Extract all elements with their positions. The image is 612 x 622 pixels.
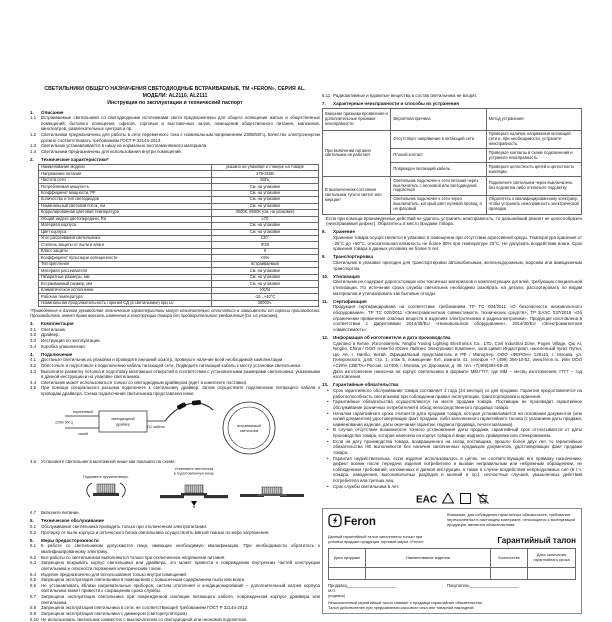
description-item: [30, 115, 320, 132]
item-number: 6.8: [30, 605, 37, 611]
storage-text: Хранение товара осуществляется в упаковке в помещении при отсутствии агрессивной среды. Температура хранения от -25°С до +50°С, относительная влажность не более 80% при температуре 25°С. Не допускать воздействия влаги. Срок хранения товара в данных условиях не более 5 лет.: [333, 234, 582, 252]
fault-fix: Проверьте наличие напряжения питающей сети и, при необходимости, устраните неисправность.: [486, 130, 581, 149]
item-text: К работе со светильником допускаются лица, имеющие необходимую квалификацию. При необходимости обратитесь к квалифицированному электрику.: [41, 543, 320, 555]
section-faults-heading: [322, 101, 582, 107]
spec-value: указано на упаковке и стикере на товаре: [211, 164, 319, 170]
guarantee-item: [327, 456, 582, 484]
mains-label: 220В 50Гц: [55, 420, 73, 425]
maker-text: Сделано в Китае. Изготовитель: Ningbo Yusing Lighting Electronics Co., LTD, Civil Industrial Zone, Pugen Village, Qiu Ai, Ningbo, China / ООО «Нингбо Юсинг Лайтинг Электроникс Компани», зона Цивил Индастриал, населенный пункт Пуген, Цю Ай, г. Нинбо, Китай. Официальный представитель в РФ / Импортер: ООО «ФЕРОН» 129110, г. Москва, ул. Гиляровского, д.65, стр. 1, этаж 5, помещение XVI, комната 41, телефон +7 (499) 394-10-52, www.feron.ru. Или ООО «СИЛА СВЕТА» Россия, 117405, г. Москва, ул. Дорожная, д. 48, тел. +7(499)394-69-26: [333, 340, 582, 369]
item-number: 4.1: [30, 357, 37, 363]
section-label: Комплектация: [41, 321, 74, 327]
description-item: [30, 149, 320, 155]
item-number: 6.1: [30, 543, 37, 549]
warranty-col-product: Наименование изделия: [365, 549, 491, 568]
item-text: В случае отсутствия возможности точного установления даты продажи, гарантийный срок отсчитывается от даты производства товара, которая нанесена на корпус товара в виде надписи, гравировки или стикерованием.: [333, 427, 582, 439]
item-text: Если на дату производства товара, возвращенного на склад поставщика, прошло более двух лет, то гарантийные обязательства НЕ выполняются без наличия заполненных продавцом документов, удостоверяющих факт продажи товара.: [333, 438, 582, 455]
spec-value: 30000ч.: [211, 300, 319, 306]
spec-value: IP20: [211, 242, 319, 248]
manufacture-date-note: Дата изготовления нанесена на корпус светильника в формате ММ.ГГГГ, где ММ – месяц изготовления, ГГГГ – год изготовления.: [333, 368, 582, 380]
spec-value: См. на упаковке: [211, 184, 319, 190]
kit-item: [30, 344, 320, 350]
description-item: [30, 132, 320, 143]
ceiling-left: [160, 495, 184, 498]
spec-label: Класс защиты: [39, 248, 212, 254]
item-text: Не использовать светильник совместно с выключателем со светодиодной или неоновой подсветкой.: [41, 616, 248, 622]
warranty-card-title: Гарантийный талон: [497, 536, 576, 546]
doc-title: СВЕТИЛЬНИКИ ОБЩЕГО НАЗНАЧЕНИЯ СВЕТОДИОДНЫЕ ВСТРАИВАЕМЫЕ, ТМ «FERON», СЕРИЯ AL.: [44, 86, 306, 92]
faults-row: [323, 177, 582, 196]
spec-label: Количество и тип светодиодов: [39, 197, 212, 203]
warranty-cell-qty[interactable]: [491, 568, 528, 580]
connect-list: [30, 357, 320, 396]
item-text: Все работы со светильником выполняются только при отключенном напряжении питания.: [41, 554, 226, 560]
power-on-note: [30, 510, 320, 516]
driver-label-1: светодиодный: [111, 416, 135, 421]
luminaire-trim: [181, 493, 207, 496]
warranty-col-date: Дата продажи: [329, 549, 366, 568]
section-number: 5.: [30, 518, 34, 524]
item-number: 4.2: [30, 362, 37, 368]
spec-value: -10...+40°С: [211, 294, 319, 300]
item-text: Обслуживание светильника проводить только при отключенном электропитании.: [41, 524, 208, 530]
guarantee-item: [327, 411, 582, 428]
item-text: Драйвер.: [41, 332, 60, 338]
description-list: [30, 115, 320, 154]
spec-label: Номинальная продолжительность горения СД (в светильнике) при Lu: [39, 300, 212, 306]
section-number: 12.: [322, 334, 329, 340]
guarantee-item: [327, 388, 582, 399]
spec-label: Габаритные размеры, мм: [39, 274, 212, 280]
connector-plug: [177, 402, 187, 410]
fault-sign: В выключенном состоянии светильник тускло светит или мерцает: [323, 177, 391, 214]
item-number: 1.1: [30, 115, 37, 121]
push-up-arrow: [191, 501, 197, 506]
item-text: Светильник устанавливается в нишу из нормально воспламеняемого материала.: [41, 143, 208, 149]
warranty-note-2: Талон действителен при предъявлении кассового чека или товарной накладной.: [328, 605, 475, 611]
caption-set-2: в подготовленную нишу.: [173, 471, 215, 476]
item-text: Гарантия недействительна, если изделие использовалось в целях, не соответствующих его прямому назначению, дефект возник после передачи изделия потребителю и вызван неправильным или небрежным обращением, не соблюдением требований, изложенных в данной инструкции, а также в случае воздействия непреодолимых сил (в т.ч. пожара, наводнения, высоковольтных разрядов и молний и пр.), несчастных случаев, умышленных действий потребителя или третьих лиц.: [333, 455, 582, 484]
item-number: 4.6: [30, 458, 37, 464]
item-number: 6.11: [322, 93, 331, 98]
spec-label: Климатическое исполнение: [39, 287, 212, 293]
faults-col-fix: Метод устранения: [486, 108, 581, 130]
item-number: 6.4: [30, 571, 37, 577]
spec-value: УХЛ4: [211, 287, 319, 293]
safety-item: [30, 543, 320, 554]
section-number: 13.: [322, 382, 329, 388]
spec-label: Рабочая температура: [39, 294, 212, 300]
fault-fix: Проверьте целостность цепей и целостность изоляции.: [486, 163, 581, 177]
service-item: [30, 530, 320, 536]
item-number: 5.1: [30, 524, 37, 530]
luminaire-outer-circle: [223, 402, 275, 454]
spec-value: См. на упаковке: [211, 223, 319, 229]
safety-item-611: [322, 93, 582, 99]
section-label: Транспортировка: [333, 254, 374, 260]
item-number: 3.2: [30, 332, 37, 338]
section-label: Подключение: [41, 351, 73, 357]
fault-fix: Проверьте контакты в схеме подключения и устраните неисправность.: [486, 149, 581, 163]
item-text: Обесточьте и подготовьте к подключению кабель питающей сети. Подведите питающий кабель к месту установки светильника.: [41, 362, 302, 368]
faults-table: [322, 108, 582, 215]
specs-footnote: *Приведенные в данном руководстве технические характеристики могут незначительно отличаться в зависимости от партии производства. Производитель имеет право вносить изменения в конструкцию товара без предварительного уведомления (см. на упаковке).: [30, 308, 320, 319]
spec-label: Наименование модели: [39, 164, 212, 170]
feron-logo: [328, 513, 390, 533]
item-text: Установите светильник в монтажной нише как показано на схеме:: [41, 458, 176, 464]
installation-figures: [30, 464, 320, 510]
item-number: 1.4: [30, 148, 37, 154]
wire-blue-label: синий: [78, 431, 88, 436]
item-text: Светильники предназначены для использования внутри помещений.: [41, 148, 182, 154]
warranty-cell-expiry[interactable]: [527, 568, 575, 580]
item-number: 3.4: [30, 343, 37, 349]
item-text: Встраиваемые светильники со светодиодными источниками света предназначены для общего освещения жилых и общественных помещений: бытового освещения, офисов, торговых и выставочных залов, помещений общественного питания, магазинов, кинотеатров, развлекательных центров и пр.: [41, 115, 320, 132]
section-number: 1.: [30, 109, 34, 115]
spec-value: См. на упаковке: [211, 203, 319, 209]
recycle-triangle-icon: [441, 492, 455, 505]
item-number: 4.5: [30, 385, 37, 391]
item-text: Включите питание.: [41, 510, 80, 516]
faults-col-cause: Вероятная причина: [391, 108, 486, 130]
luminaire-body: [97, 484, 115, 493]
connect-item: [30, 369, 320, 380]
spring-left: [87, 483, 92, 497]
item-text: Изделие предназначено для использования только внутри помещений.: [41, 571, 187, 577]
item-text: Светильники предназначены для работы в сети переменного тока с номинальным напряжением 230В/50Гц. Качество электроэнергии должно соответствовать требованиям ГОСТ Р 32144-2013.: [41, 132, 320, 143]
safety-item: [30, 594, 320, 605]
item-text: Выполните разметку потолка и подготовку монтажных отверстий в соответствии с установочными размерами светильника, указанными в данной инструкции и на упаковке светильника.: [41, 368, 320, 380]
right-column: [322, 93, 582, 611]
feron-logo-text: Feron: [344, 516, 376, 529]
item-text: Светильник может использоваться только со светодиодным драйвером (идет в комплекте поставки).: [41, 379, 248, 385]
section-label: Описание: [41, 109, 64, 115]
warranty-cell-date[interactable]: [329, 568, 366, 580]
warranty-cell-product[interactable]: [365, 568, 491, 580]
spec-label: Материал корпуса: [39, 223, 212, 229]
luminaire-trim: [257, 494, 287, 496]
spec-label: Потребляемая мощность: [39, 184, 212, 190]
safety-list: [30, 543, 320, 622]
driver-label-2: драйвер: [116, 422, 130, 427]
spec-value: 120°: [211, 236, 319, 242]
spec-value: 50Гц: [211, 177, 319, 183]
item-number: 1.2: [30, 132, 37, 138]
item-number: 4.3: [30, 368, 37, 374]
spec-value: См. на упаковке: [211, 268, 319, 274]
caption-lift-springs: Поднимите пружины вверх.: [83, 475, 129, 480]
item-number: 3.3: [30, 337, 37, 343]
warranty-empty-row: [329, 568, 576, 580]
luminaire-inner-circle: [228, 407, 270, 449]
fault-cause: Светильник подключен к сети через выключатель, который рвет нулевой провод, а не фазовый: [391, 195, 486, 214]
section-label: Хранение: [333, 229, 355, 235]
spec-row: [39, 300, 319, 306]
item-text: Запрещена эксплуатация светильника с диммером (светорегулятором).: [41, 610, 189, 616]
item-text: Протирку от пыли корпуса и оптического блока светильника осуществлять мягкой тканью по мере загрязнения.: [41, 529, 270, 535]
item-text: Не устанавливать вблизи нагревательных приборов, систем отопления и кондиционирования – дополнительный нагрев корпуса светильника может привести к сокращению срока службы.: [41, 582, 320, 594]
cable-curve: [165, 403, 213, 421]
faults-col-signs: Внешние признаки проявления и дополнительные признаки неисправности: [323, 108, 391, 130]
luminaire-trim: [93, 493, 119, 496]
package-square-icon: [459, 492, 472, 505]
item-number: 5.2: [30, 529, 37, 535]
faults-header-row: [323, 108, 582, 130]
item-text: Началом гарантийного срока считается дата продажи товара, которая устанавливается на основании документов (или копий документов) удостоверяющих факт продажи, либо заполненного гарантийного талона (с указанием даты продажи, наименования изделия, даты окончания гарантии, подписи продавца, печати магазина).: [333, 410, 582, 427]
weee-crossed-bin-icon: [476, 492, 490, 505]
section-number: 6.: [30, 537, 34, 543]
warranty-col-qty: Количество: [491, 549, 528, 568]
section-label: Гарантийные обязательства: [333, 382, 399, 388]
spec-label: Частота сети: [39, 177, 212, 183]
service-list: [30, 524, 320, 535]
item-number: 6.3: [30, 560, 37, 566]
item-text: Срок службы светильника 5 лет.: [333, 483, 399, 489]
item-number: 6.7: [30, 594, 37, 600]
fault-cause: Светильник подключен к сети питания через выключатель с неоновой или светодиодной подсветкой: [391, 177, 486, 196]
section-number: 4.: [30, 351, 34, 357]
section-number: 2.: [30, 157, 34, 163]
item-text: Инструкция по эксплуатации.: [41, 337, 101, 343]
item-text: Достаньте светильник из упаковки и проведите внешний осмотр, проверьте наличие всей необходимой комплектации.: [41, 357, 284, 363]
spec-label: Цвет корпуса: [39, 229, 212, 235]
item-text: Коробка упаковочная.: [41, 343, 86, 349]
item-text: Гарантийные обязательства осуществляются на месте продажи товара. Поставщик не производит гарантийное обслуживание розничных потребителей в обход непосредственного продавца товара.: [333, 399, 582, 410]
section-number: 3.: [30, 321, 34, 327]
connector-plug: [192, 400, 201, 405]
spec-value: См. на упаковке: [211, 229, 319, 235]
section-number: 7.: [322, 101, 326, 107]
spec-value: 175-250В: [211, 171, 319, 177]
spec-label: Коррелированная цветовая температура: [39, 210, 212, 216]
doc-subtitle: Инструкция по эксплуатации и технический паспорт: [107, 100, 243, 107]
safety-item: [30, 560, 320, 571]
spec-label: Встраиваемый размер, мм: [39, 281, 212, 287]
fault-fix: Обратитесь к квалифицированному электрику, чтобы устранить неисправность электрической проводки: [486, 195, 581, 214]
certification-text: Продукция сертифицирована на соответствие требованиям ТР ТС 004/2011 «О безопасности низковольтного оборудования», ТР ТС 020/2011 «Электромагнитная совместимость технических средств», ТР ЕАЭС 037/2016 «Об ограничении применения опасных веществ в изделиях электротехники и радиоэлектроники». Продукция изготовлена в соответствии с Директивами 2014/35/EU «Низковольтное оборудование», 2014/30/EU «Электромагнитная совместимость».: [333, 304, 582, 332]
spec-value: 4000К, 6500К (см. на упаковке): [211, 210, 319, 216]
fault-fix: Подключите светильник через выключатель без подсветки либо отключите подсветку: [486, 177, 581, 196]
item-text: Радиоактивные и ядовитые вещества в состав светильника не входят.: [333, 93, 478, 98]
fault-cause: Отсутствует напряжение в питающей сети: [391, 130, 486, 149]
spec-label: Коэффициент пульсации освещенности: [39, 255, 212, 261]
fault-cause: Поврежден питающий кабель: [391, 163, 486, 177]
item-text: Запрещено вскрывать корпус светильника или драйвера, это может привести к повреждению внутренних частей конструкции светильника и опасности поражения электрическим током.: [41, 560, 320, 571]
item-text: Запрещена эксплуатация светильника при поврежденной изоляции питающего кабеля, поврежденном корпусе драйвера или светильника.: [41, 594, 320, 605]
spec-label: Угол рассеивания светильника: [39, 236, 212, 242]
item-number: 3.1: [30, 326, 37, 332]
guarantee-list: [322, 388, 582, 489]
certification-marks: [322, 492, 582, 505]
section-specs-heading: [30, 157, 320, 163]
signature-label: (подпись): [328, 593, 346, 599]
spec-value: ≥70: [211, 216, 319, 222]
item-number: 6.2: [30, 554, 37, 560]
luminaire-label-2: светильник: [239, 428, 259, 433]
section-number: 11.: [322, 298, 328, 304]
guarantee-item: [327, 484, 582, 490]
spec-label: Общий индекс цветопередачи, Ra: [39, 216, 212, 222]
item-text: Запрещена эксплуатация светильника в сети, не соответствующей требованиям ГОСТ Р 32144-2013.: [41, 605, 249, 611]
spec-label: Степень защиты от пыли и влаги: [39, 242, 212, 248]
faults-row: [323, 130, 582, 149]
dc-cable-label: DC кабель: [147, 424, 165, 429]
spec-value: См. на упаковке: [211, 281, 319, 287]
section-label: Сертификация: [333, 298, 367, 304]
feron-logo-icon: [328, 513, 390, 528]
ceiling-right: [204, 495, 228, 498]
section-number: 8.: [322, 229, 326, 235]
fault-cause: Плохой контакт: [391, 149, 486, 163]
left-column: [30, 86, 320, 622]
section-label: Меры предосторожности: [41, 537, 99, 543]
spec-label: Напряжение питания: [39, 171, 212, 177]
specs-table: [38, 164, 319, 308]
guarantee-item: [327, 439, 582, 456]
warranty-attention-note: Внимание, для соблюдения гарантийных обязательств, требования перечисленные в настоящем материале, относящиеся к эксплуатации продукции, являются обязательными.: [447, 512, 575, 528]
luminaire-label-1: встраиваемый: [237, 423, 261, 428]
installation-svg: [44, 464, 306, 510]
item-text: Светильник.: [41, 326, 67, 332]
warranty-note-1: Незаполненный гарантийный талон снимает с продавца гарантийные обязательства.: [328, 600, 483, 606]
wire-brown-label: коричневый: [73, 409, 93, 414]
section-label: Характерные неисправности и способы их устранения: [333, 101, 459, 107]
luminaire-body: [185, 485, 203, 493]
section-label: Утилизация: [333, 273, 360, 279]
spec-value: встраиваемый: [211, 261, 319, 267]
item-text: Срок гарантийного обслуживания товара составляет 2 года (24 месяца) со дня продажи. Гарантия предоставляется на работоспособность светильника при соблюдении правил эксплуатации, транспортировки и хранения.: [333, 388, 582, 399]
wiring-diagram-svg: [53, 397, 297, 459]
buyer-signature-line[interactable]: Покупатель_____________________: [447, 583, 519, 589]
spec-value: <5%: [211, 255, 319, 261]
spec-value: См. на упаковке: [211, 190, 319, 196]
item-number: 1.3: [30, 143, 37, 149]
item-number: 6.5: [30, 577, 37, 583]
eac-text: EAC: [415, 494, 437, 506]
kit-list: [30, 327, 320, 350]
warranty-header-row: [329, 549, 576, 568]
item-number: 6.6: [30, 582, 37, 588]
spec-value: См. на упаковке: [211, 197, 319, 203]
item-number: 6.9: [30, 610, 37, 616]
warranty-card: [322, 508, 582, 614]
safety-item: [30, 583, 320, 594]
guarantee-item: [327, 399, 582, 410]
section-label: Технические характеристики*: [41, 157, 109, 163]
item-text: При помощи специального разъема подключите к светильнику драйвер. Затем осуществите подключение питающего кабеля к проводам драйвера. Схема подключения светильника представлена ниже:: [41, 385, 320, 397]
guarantee-item: [327, 427, 582, 438]
spec-label: Тип крепления: [39, 261, 212, 267]
section-label: Техническое обслуживание: [41, 518, 104, 524]
transport-text: Светильник в упаковке пригоден для транспортировки автомобильным, железнодорожным, морским или авиационным транспортом.: [333, 259, 582, 271]
spec-value: См. на упаковке: [211, 274, 319, 280]
luminaire-body: [262, 487, 282, 494]
seller-signature-line[interactable]: Продавец_____________________: [328, 583, 397, 589]
warranty-table: [328, 548, 576, 580]
item-number: 4.4: [30, 379, 37, 385]
section-number: 10.: [322, 273, 329, 279]
section-number: 9.: [322, 254, 326, 260]
section-label: Информация об изготовителе и дата производства: [333, 334, 451, 340]
spring-right: [120, 483, 125, 497]
warranty-fill-note: Данный гарантийный талон заполняется только при условии продажи продукции торговой марки «Feron»: [328, 534, 424, 545]
doc-models: МОДЕЛИ: AL2110, AL2111: [142, 93, 208, 100]
spec-label: Номинальный световой поток, лм: [39, 203, 212, 209]
fault-sign: При включении питания светильник не работает: [323, 130, 391, 176]
warranty-col-expiry: Дата окончания гарантийного срока: [527, 549, 575, 568]
stamp-place-label: М.П.: [328, 588, 337, 594]
eac-mark-icon: [415, 492, 437, 505]
faults-note: Если при помощи произведенных действий не удалось устранить неисправность, то дальнейший ремонт не целесообразен (неисправимый дефект). Обратитесь в место продажи товара.: [326, 215, 582, 227]
item-number: 4.7: [30, 510, 37, 516]
utilization-text: Светильник не содержит дорогостоящих или токсичных материалов и комплектующих деталей, требующих специальной утилизации. По истечении срока службы светильник необходимо разобрать на детали, рассортировать по видам материалов и утилизировать как бытовые отходы.: [333, 279, 582, 296]
safety-item: [30, 617, 320, 622]
driver-box: [99, 411, 147, 432]
wiring-diagram: [30, 397, 320, 459]
spec-label: Материал рассеивателя: [39, 268, 212, 274]
item-text: Запрещена эксплуатация светильника в помещениях с повышенным содержанием пыли или влаги.: [41, 577, 246, 583]
item-number: 6.10: [30, 616, 39, 622]
caption-set-1: Установите светильник: [174, 467, 214, 472]
connect-item: [30, 385, 320, 396]
spec-label: Коэффициент мощности, PF: [39, 190, 212, 196]
spec-value: II: [211, 248, 319, 254]
